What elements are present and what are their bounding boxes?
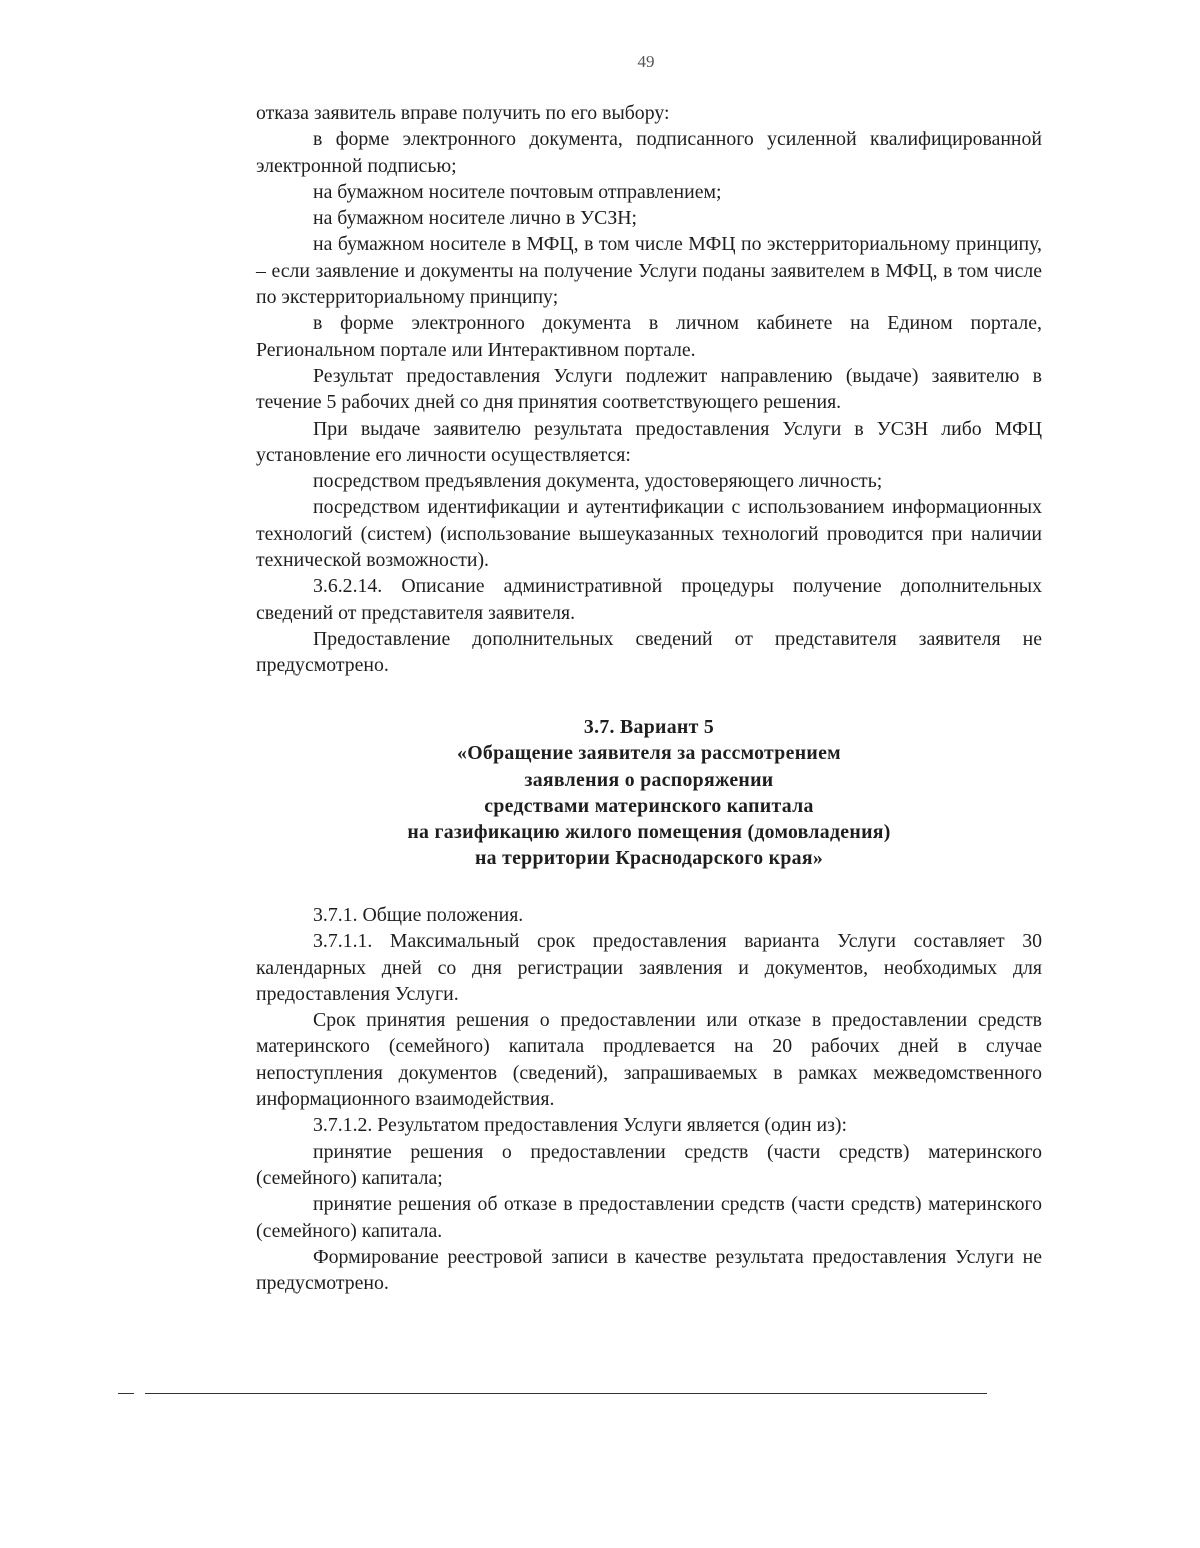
paragraph: на бумажном носителе почтовым отправлением; — [313, 180, 722, 203]
heading-line: на газификацию жилого помещения (домовладения) — [407, 821, 891, 844]
section-heading — [256, 714, 1042, 872]
paragraph: Формирование реестровой записи в качестве результата предоставления Услуги не предусмотрено. — [256, 1245, 1042, 1295]
page-number: 49 — [637, 52, 655, 71]
paragraph: 3.6.2.14. Описание административной процедуры получение дополнительных сведений от представителя заявителя. — [256, 575, 1042, 624]
heading-line: «Обращение заявителя за рассмотрением — [457, 742, 841, 765]
heading-line: 3.7. Вариант 5 — [583, 716, 715, 738]
paragraph: 3.7.1.1. Максимальный срок предоставления варианта Услуги составляет 30 календарных дней со дня регистрации заявления и документов, необходимых для предоставления Услуги. — [256, 930, 1042, 1005]
paragraph: в форме электронного документа в личном кабинете на Едином портале, Региональном портале или Интерактивном портале. — [256, 312, 1042, 361]
paragraph: принятие решения об отказе в предоставлении средств (части средств) материнского (семейного) капитала. — [256, 1193, 1042, 1242]
paragraph: отказа заявитель вправе получить по его выбору: — [256, 102, 670, 124]
body-text-bottom — [256, 902, 1042, 1296]
heading-line: средствами материнского капитала — [484, 794, 814, 817]
paragraph: на бумажном носителе лично в УСЗН; — [313, 207, 638, 230]
paragraph: в форме электронного документа, подписанного усиленной квалифицированной электронной подписью; — [256, 128, 1042, 177]
heading-line: заявления о распоряжении — [524, 768, 774, 791]
heading-line: на территории Краснодарского края» — [474, 847, 824, 870]
body-text-top — [256, 100, 1042, 679]
paragraph: При выдаче заявителю результата предоставления Услуги в УСЗН либо МФЦ установление его личности осуществляется: — [256, 417, 1042, 466]
paragraph: на бумажном носителе в МФЦ, в том числе МФЦ по экстерриториальному принципу, – если заявление и документы на получение Услуги поданы заявителем в МФЦ, в том числе по экстерриториальному принципу; — [256, 233, 1042, 309]
footer-rule — [145, 1393, 987, 1394]
paragraph: посредством идентификации и аутентификации с использованием информационных технологий (систем) (использование вышеуказанных технологий проводится при наличии технической возможности). — [256, 496, 1042, 572]
paragraph: 3.7.1. Общие положения. — [313, 904, 524, 926]
paragraph: принятие решения о предоставлении средств (части средств) материнского (семейного) капитала; — [256, 1140, 1042, 1189]
paragraph: Результат предоставления Услуги подлежит направлению (выдаче) заявителю в течение 5 рабочих дней со дня принятия соответствующего решения. — [256, 364, 1042, 414]
paragraph: Предоставление дополнительных сведений от представителя заявителя не предусмотрено. — [256, 627, 1042, 677]
paragraph: посредством предъявления документа, удостоверяющего личность; — [313, 470, 883, 493]
footer-rule-dash — [118, 1393, 134, 1394]
paragraph: Срок принятия решения о предоставлении или отказе в предоставлении средств материнского (семейного) капитала продлевается на 20 рабочих дней в случае непоступления документов (сведений), запрашиваемых в рамках межведомственного информационного взаимодействия. — [256, 1009, 1042, 1111]
paragraph: 3.7.1.2. Результатом предоставления Услуги является (один из): — [313, 1114, 847, 1137]
